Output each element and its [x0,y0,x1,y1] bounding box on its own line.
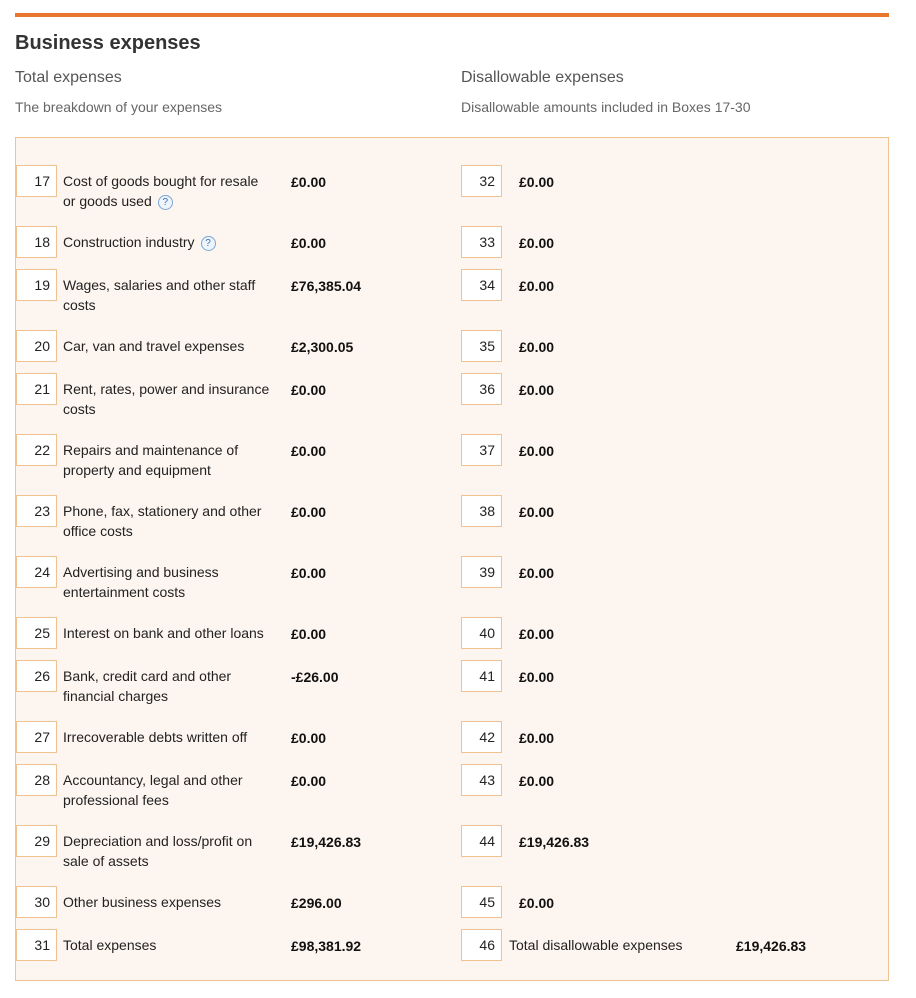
expense-label-line1: Car, van and travel expenses [63,338,245,354]
box-number: 21 [16,373,57,405]
expense-label-line1: Depreciation and loss/profit on [63,833,253,849]
box-number: 30 [16,886,57,918]
disallowable-box-number: 36 [461,373,502,405]
expense-label-line1: Other business expenses [63,894,221,910]
total-expenses-heading: Total expenses [15,69,122,86]
disallowable-box-number: 41 [461,660,502,692]
box-number: 18 [16,226,57,258]
expense-label-line2: or goods used [63,193,152,209]
expense-label-line2: sale of assets [63,853,149,869]
disallowable-amount: £0.00 [519,382,555,398]
box-number: 26 [16,660,57,692]
box-number: 19 [16,269,57,301]
expense-label [63,727,278,747]
expense-label [63,770,278,810]
expense-label-line1: Cost of goods bought for resale [63,173,259,189]
expense-label-line1: Phone, fax, stationery and other [63,503,262,519]
disallowable-box-number: 45 [461,886,502,918]
disallowable-amount: £0.00 [519,443,555,459]
expense-label [63,440,278,480]
expense-label-line1: Wages, salaries and other staff [63,277,256,293]
total-expenses-amount: £98,381.92 [291,938,362,954]
expense-label-line2: costs [63,401,96,417]
expense-label-line1: Advertising and business [63,564,219,580]
disallowable-expenses-heading: Disallowable expenses [461,69,624,86]
expense-label-line1: Construction industry [63,234,195,250]
disallowable-amount: £0.00 [519,730,555,746]
expense-amount: £0.00 [291,626,327,642]
page-title: Business expenses [15,32,201,54]
box-number: 20 [16,330,57,362]
disallowable-box-number: 38 [461,495,502,527]
box-number: 17 [16,165,57,197]
disallowable-amount: £0.00 [519,278,555,294]
disallowable-box-number: 43 [461,764,502,796]
expense-label-line1: Irrecoverable debts written off [63,729,248,745]
expense-amount: £0.00 [291,773,327,789]
expense-label-line2: costs [63,297,96,313]
expense-label-line1: Accountancy, legal and other [63,772,243,788]
disallowable-amount: £0.00 [519,626,555,642]
expense-amount: £76,385.04 [291,278,362,294]
expense-label-line2: entertainment costs [63,584,186,600]
help-icon[interactable]: ? [158,195,173,210]
expense-amount: £0.00 [291,235,327,251]
expense-label [63,831,278,871]
disallowable-amount: £0.00 [519,565,555,581]
expense-label [63,336,278,356]
expense-label-line2: office costs [63,523,133,539]
expense-amount: £19,426.83 [291,834,362,850]
total-expenses-subheading: The breakdown of your expenses [15,99,223,115]
expense-amount: £2,300.05 [291,339,354,355]
expense-label [63,171,278,211]
expense-label [63,892,278,912]
disallowable-amount: £0.00 [519,504,555,520]
disallowable-box-number: 40 [461,617,502,649]
disallowable-box-number: 37 [461,434,502,466]
box-number: 29 [16,825,57,857]
total-disallowable-label: Total disallowable expenses [509,937,683,953]
total-disallowable-box-number: 46 [461,929,502,961]
expense-amount: £0.00 [291,730,327,746]
disallowable-amount: £0.00 [519,895,555,911]
expense-amount: £296.00 [291,895,342,911]
top-accent-rule [15,13,889,17]
box-number: 23 [16,495,57,527]
expense-label [63,562,278,602]
expense-amount: £0.00 [291,443,327,459]
expense-label-line2: professional fees [63,792,169,808]
help-icon[interactable]: ? [201,236,216,251]
disallowable-box-number: 35 [461,330,502,362]
disallowable-box-number: 42 [461,721,502,753]
box-number: 25 [16,617,57,649]
disallowable-amount: £0.00 [519,669,555,685]
expense-label-line1: Rent, rates, power and insurance [63,381,270,397]
disallowable-amount: £0.00 [519,174,555,190]
disallowable-box-number: 32 [461,165,502,197]
expense-amount: £0.00 [291,565,327,581]
box-number: 27 [16,721,57,753]
expense-amount: -£26.00 [291,669,339,685]
expenses-panel [15,137,889,981]
expense-label-line1: Repairs and maintenance of [63,442,239,458]
total-disallowable-amount: £19,426.83 [736,938,807,954]
total-box-number: 31 [16,929,57,961]
total-expenses-label: Total expenses [63,937,157,953]
disallowable-expenses-subheading: Disallowable amounts included in Boxes 17-30 [461,99,751,115]
disallowable-box-number: 39 [461,556,502,588]
expense-label [63,623,278,643]
expense-label [63,275,278,315]
expense-label [63,666,278,706]
disallowable-box-number: 33 [461,226,502,258]
disallowable-amount: £19,426.83 [519,834,590,850]
expense-label-line2: financial charges [63,688,169,704]
expense-label [63,501,278,541]
disallowable-amount: £0.00 [519,773,555,789]
expense-label-line1: Interest on bank and other loans [63,625,264,641]
expense-label-line2: property and equipment [63,462,211,478]
expense-amount: £0.00 [291,382,327,398]
expense-label [63,379,278,419]
box-number: 22 [16,434,57,466]
disallowable-amount: £0.00 [519,235,555,251]
expense-amount: £0.00 [291,504,327,520]
expense-label [63,232,278,252]
expense-amount: £0.00 [291,174,327,190]
box-number: 28 [16,764,57,796]
disallowable-box-number: 34 [461,269,502,301]
box-number: 24 [16,556,57,588]
expense-label-line1: Bank, credit card and other [63,668,232,684]
disallowable-box-number: 44 [461,825,502,857]
disallowable-amount: £0.00 [519,339,555,355]
